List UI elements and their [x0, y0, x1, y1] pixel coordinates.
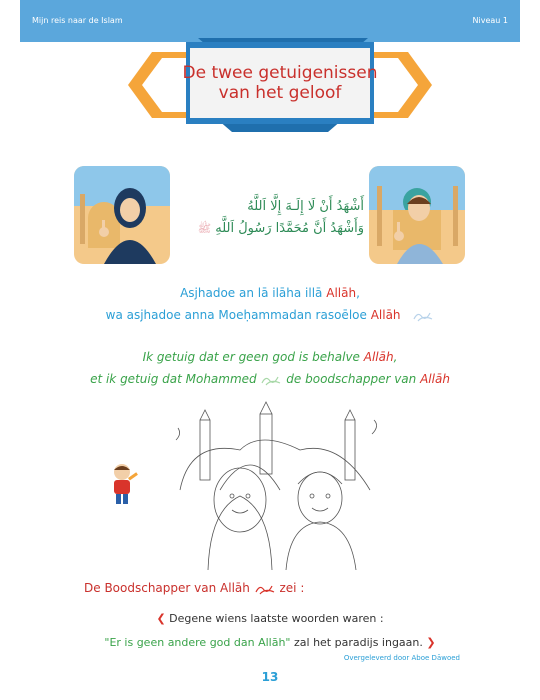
honorific-glyph: ﷺ — [197, 222, 212, 235]
page-number: 13 — [261, 670, 279, 684]
coloring-page-illustration — [160, 400, 400, 570]
hadith-intro: De Boodschapper van Allāh zei : — [84, 581, 305, 595]
transliteration-line-1: Asjhadoe an lā ilāha illā Allāh, — [180, 286, 360, 300]
level-label: Niveau 1 — [472, 16, 508, 25]
ornament-right-icon: ❯ — [426, 636, 436, 649]
hadith-source: Overgeleverd door Aboe Dāwoed — [343, 654, 460, 662]
transliteration-line-2: wa asjhadoe anna Moeḥammadan rasoēloe Allāh — [20, 308, 520, 323]
ornament-left-icon: ❮ — [156, 612, 166, 625]
girl-illustration — [74, 166, 170, 264]
translation-line-2: et ik getuig dat Mohammed de boodschapper van Allāh — [90, 372, 450, 386]
translation-line-1: Ik getuig dat er geen god is behalve Allāh, — [142, 350, 398, 364]
salawat-calligraphy-icon — [260, 373, 282, 387]
hadith-line-1: ❮ Degene wiens laatste woorden waren : — [156, 612, 384, 625]
arabic-shahada: أَشْهَدُ أَنْ لَا إِلَـهَ إِلَّا اَللَّهُ وَأَشْهَدُ أَنَّ مُحَمَّدًا رَسُولُ اَللَّهِ ﷺ — [197, 199, 364, 236]
kid-with-pencil-icon — [106, 462, 140, 506]
salawat-calligraphy-icon — [412, 309, 434, 323]
header-bar — [20, 0, 520, 42]
salawat-calligraphy-icon — [254, 582, 276, 596]
hadith-line-2: "Er is geen andere god dan Allāh" zal het paradijs ingaan. ❯ — [104, 636, 436, 649]
book-title: Mijn reis naar de Islam — [32, 16, 123, 25]
page-title: De twee getuigenissen van het geloof — [182, 63, 378, 103]
boy-illustration — [369, 166, 465, 264]
